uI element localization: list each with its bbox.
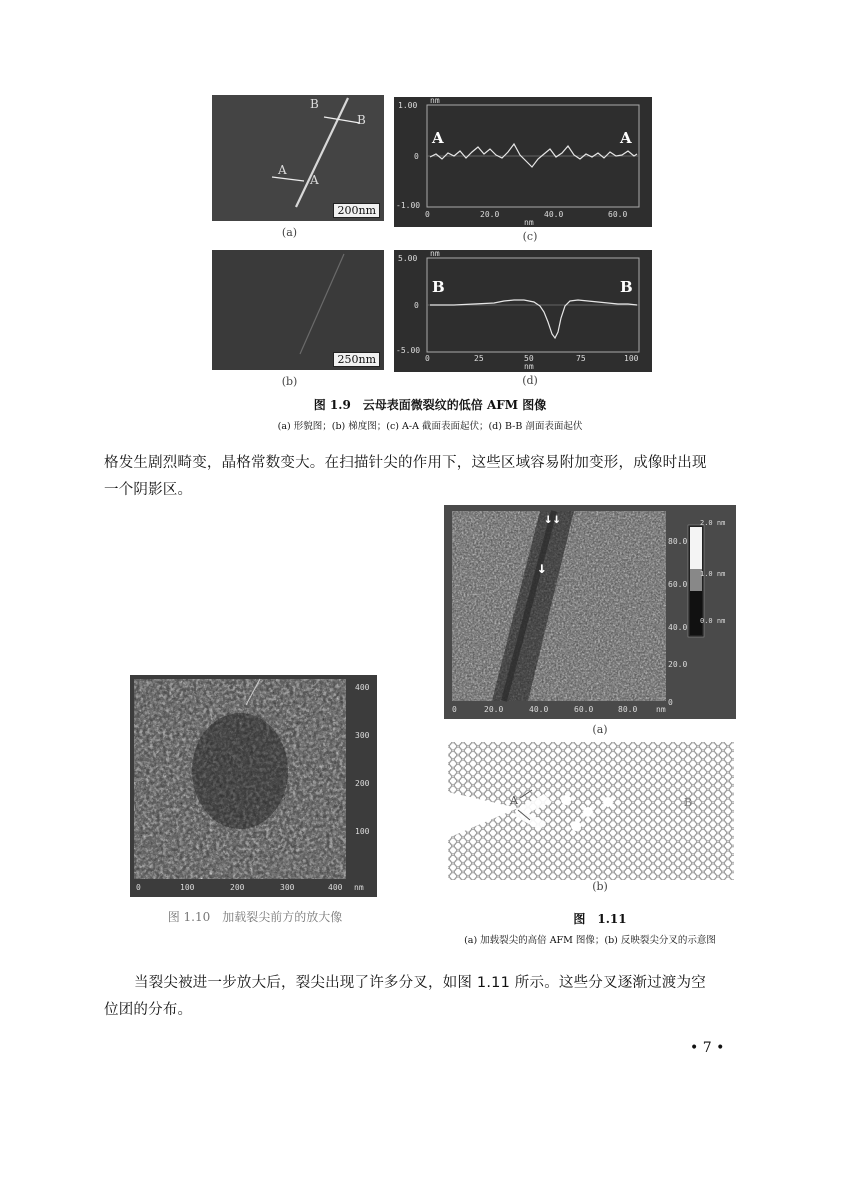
fig19-c-yzero: 0: [414, 152, 419, 161]
fig19-d-ymin: -5.00: [396, 346, 421, 355]
fig19-c-xtick-1: 20.0: [480, 210, 500, 219]
paragraph-1-line-1: 格发生剧烈畸变，晶格常数变大。在扫描针尖的作用下，这些区域容易附加变形，成像时出现: [104, 455, 707, 471]
fig19-c-profile: [394, 97, 652, 227]
fig19-c-xtick-0: 0: [425, 210, 430, 219]
fig19-d-xtick-0: 0: [425, 354, 430, 363]
fig19-a-scale-bar: 200nm: [333, 203, 380, 218]
fig19-d-profile: [394, 250, 652, 372]
fig111-a-xtick-20: 20.0: [484, 705, 504, 714]
hex-lattice-graphic: [448, 742, 734, 880]
fig19-d-label: (d): [522, 374, 538, 387]
fig111-b-schematic: [448, 742, 734, 880]
fig19-d-xtick-2: 50: [524, 354, 534, 363]
fig111-a-xtick-0: 0: [452, 705, 457, 714]
fig19-c-label: (c): [522, 230, 538, 243]
fig111-b-mark-a: A: [510, 794, 518, 807]
fig19-b-image: [212, 250, 384, 370]
fig19-a-mark-a1: A: [278, 163, 287, 177]
fig110-xtick-300: 300: [280, 883, 295, 892]
fig110-image: [130, 675, 377, 897]
fig19-d-unit-y: nm: [430, 250, 440, 258]
fig111-a-unit-x: nm: [656, 705, 666, 714]
fig19-d-xtick-4: 100: [624, 354, 639, 363]
fig111-a-ytick-80: 80.0: [668, 537, 688, 546]
fig110-ytick-300: 300: [355, 731, 370, 740]
fig19-c-ymin: -1.00: [396, 201, 421, 210]
fig110-xtick-0: 0: [136, 883, 141, 892]
fig110-ytick-200: 200: [355, 779, 370, 788]
fig111-a-image: [444, 505, 736, 719]
fig19-c-end-right: A: [620, 129, 632, 147]
fig19-d-xtick-3: 75: [576, 354, 586, 363]
fig111-a-xtick-60: 60.0: [574, 705, 594, 714]
fig110-ytick-100: 100: [355, 827, 370, 836]
fig111-caption: 图 1.11: [573, 912, 627, 926]
fig19-d-end-left: B: [432, 278, 445, 296]
svg-text:↓: ↓: [537, 558, 547, 577]
fig111-subcaption: (a) 加载裂尖的高倍 AFM 图像；(b) 反映裂尖分叉的示意图: [464, 935, 716, 946]
fig110-ytick-400: 400: [355, 683, 370, 692]
fig19-d-xtick-1: 25: [474, 354, 484, 363]
fig111-b-label: (b): [592, 880, 608, 893]
fig111-a-ytick-40: 40.0: [668, 623, 688, 632]
fig111-a-ytick-20: 20.0: [668, 660, 688, 669]
fig19-d-unit-x: nm: [524, 362, 534, 371]
fig19-d-yzero: 0: [414, 301, 419, 310]
fig111-a-ytick-0: 0: [668, 698, 673, 707]
svg-text:↓↓: ↓↓: [544, 511, 561, 527]
fig111-a-colorbar-bottom: 0.0 nm: [700, 617, 726, 625]
fig19-c-unit-x: nm: [524, 218, 534, 227]
fig111-a-colorbar-mid: 1.0 nm: [700, 570, 726, 578]
fig19-c-unit-y: nm: [430, 97, 440, 105]
fig111-a-xtick-80: 80.0: [618, 705, 638, 714]
fig19-a-image: [212, 95, 384, 221]
fig111-a-colorbar-top: 2.0 nm: [700, 519, 726, 527]
fig110-xtick-200: 200: [230, 883, 245, 892]
fig110-afm-graphic: [130, 675, 377, 897]
fig111-a-ytick-60: 60.0: [668, 580, 688, 589]
profile-aa-plot: [394, 97, 652, 227]
fig110-xtick-100: 100: [180, 883, 195, 892]
fig19-c-ymax: 1.00: [398, 101, 418, 110]
paragraph-2-line-2: 位团的分布。: [104, 1002, 193, 1018]
fig19-a-mark-b2: B: [357, 113, 366, 127]
fig19-a-mark-a2: A: [310, 173, 319, 187]
fig111-a-afm-graphic: [444, 505, 736, 719]
fig19-b-scale-bar: 250nm: [333, 352, 380, 367]
paragraph-2-line-1: 当裂尖被进一步放大后，裂尖出现了许多分叉，如图 1.11 所示。这些分叉逐渐过渡为空: [134, 975, 706, 991]
fig110-unit-x: nm: [354, 883, 364, 892]
fig111-a-label: (a): [592, 723, 608, 736]
fig19-c-xtick-3: 60.0: [608, 210, 628, 219]
fig19-d-end-right: B: [620, 278, 633, 296]
fig110-caption: 图 1.10 加载裂尖前方的放大像: [167, 910, 343, 924]
fig19-d-ymax: 5.00: [398, 254, 418, 263]
fig19-a-mark-b1: B: [310, 97, 319, 111]
fig19-subcaption: (a) 形貌图；(b) 梯度图；(c) A-A 截面表面起伏；(d) B-B 剖面表面起伏: [277, 421, 583, 432]
fig19-a-label: (a): [281, 226, 298, 239]
fig19-c-end-left: A: [432, 129, 444, 147]
fig111-b-mark-b: B: [684, 796, 693, 809]
paragraph-1: [104, 450, 784, 504]
fig111-a-xtick-40: 40.0: [529, 705, 549, 714]
paragraph-1-line-2: 一个阴影区。: [104, 482, 193, 498]
paragraph-2: [104, 970, 784, 1024]
page-number: • 7 •: [690, 1040, 725, 1056]
fig110-xtick-400: 400: [328, 883, 343, 892]
fig19-c-xtick-2: 40.0: [544, 210, 564, 219]
fig19-caption: 图 1.9 云母表面微裂纹的低倍 AFM 图像: [313, 398, 547, 412]
fig19-b-label: (b): [281, 375, 298, 388]
profile-bb-plot: [394, 250, 652, 372]
